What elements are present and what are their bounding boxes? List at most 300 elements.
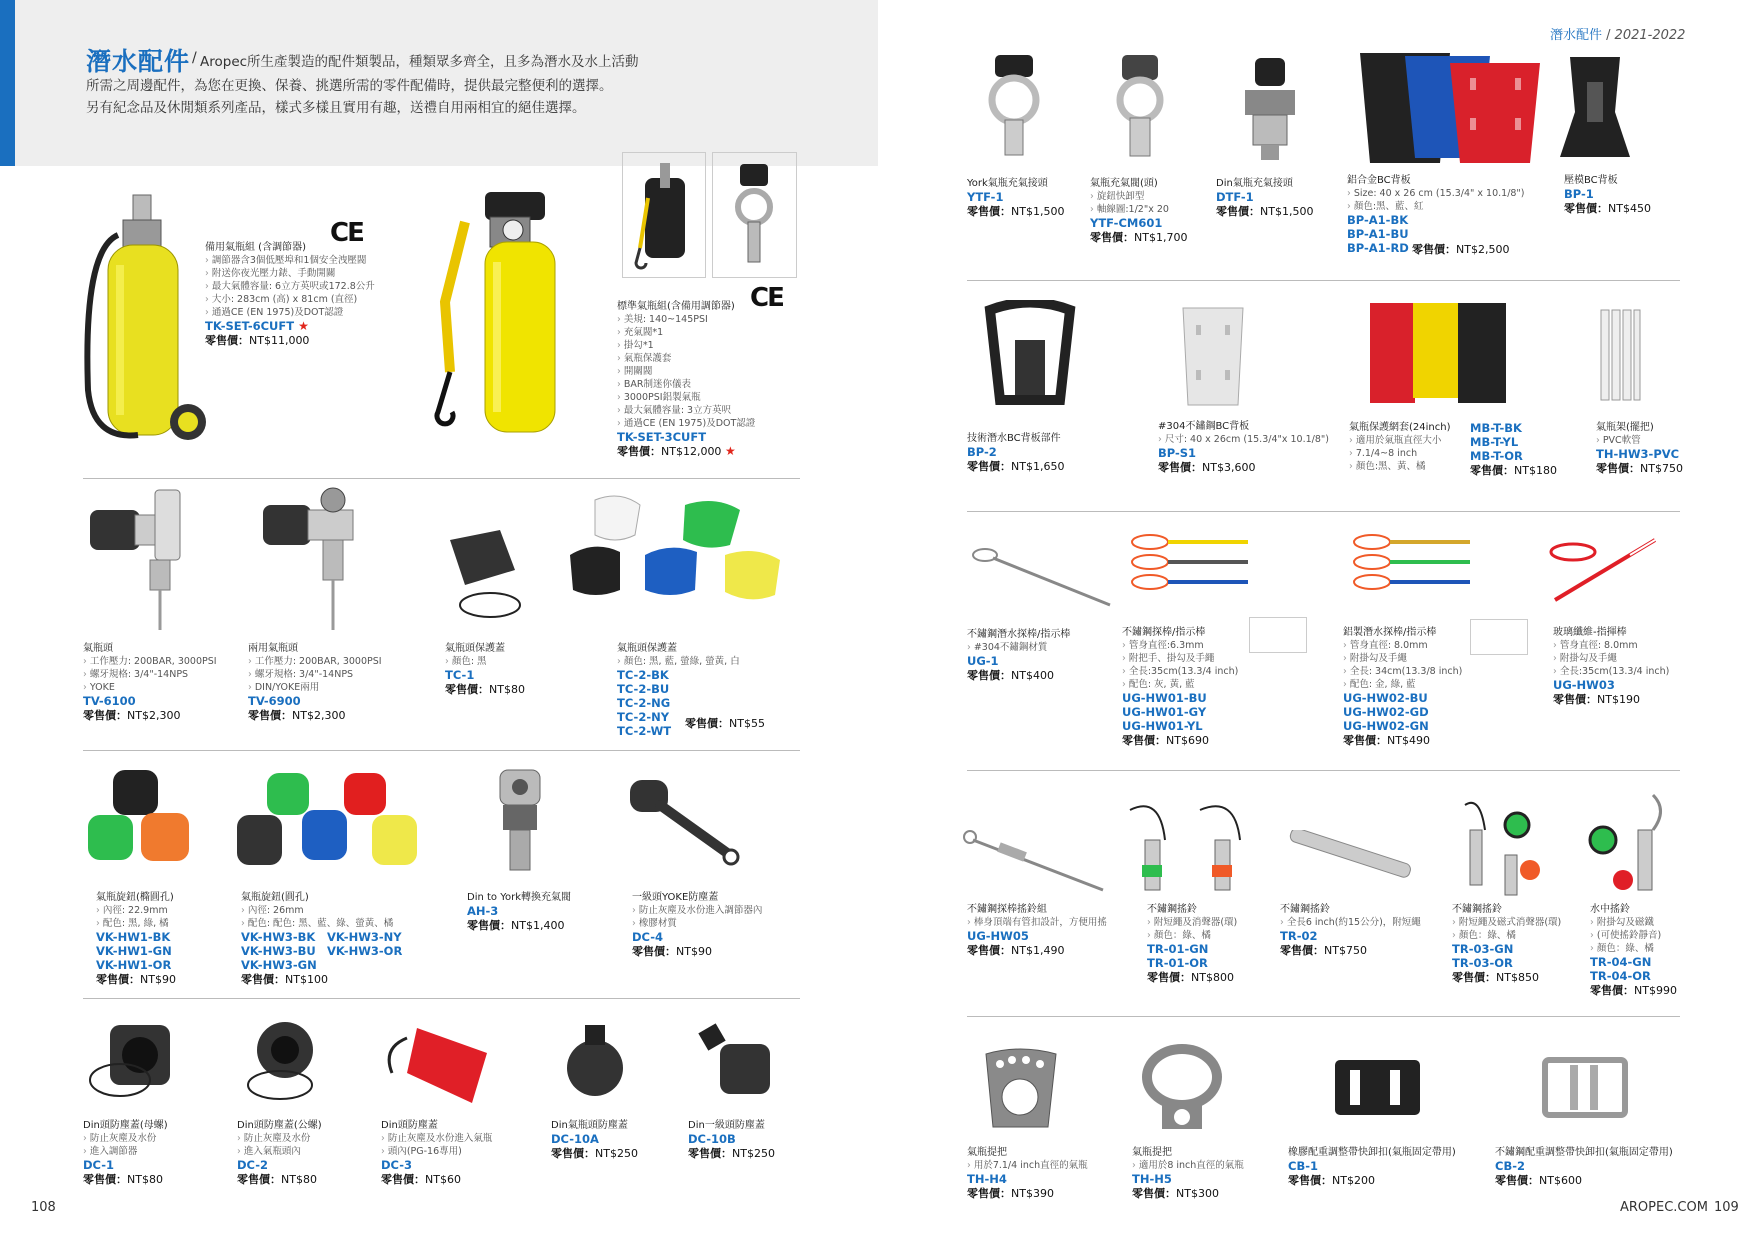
product-mb-t — [1349, 421, 1450, 473]
product-spec: › 橡膠材質 — [632, 917, 762, 930]
product-spec: › 附短繩及消聲器(環) — [1147, 916, 1237, 929]
product-spec: › 最大氣體容量: 3立方英呎 — [617, 404, 755, 417]
stainless-pointers-color-image — [1128, 530, 1253, 600]
product-name: 玻璃纖維-指揮棒 — [1553, 627, 1627, 638]
product-dc-4 — [632, 891, 762, 959]
product-th-h4 — [967, 1146, 1088, 1201]
product-spec: › 充氣閥*1 — [617, 326, 755, 339]
running-head-section: 潛水配件 — [1550, 28, 1603, 43]
product-spec: › #304不鏽鋼材質 — [967, 641, 1070, 654]
product-spec: › 防止灰塵及水份進入調節器內 — [632, 904, 762, 917]
molded-backplate-image — [1555, 52, 1635, 162]
product-code: BP-1 — [1564, 187, 1594, 201]
product-spec: › 通過CE (EN 1975)及DOT認證 — [617, 417, 755, 430]
product-spec: › 配色: 配色: 黑、藍、綠、螢黃、橘 — [241, 917, 393, 930]
product-code: UG-HW02-GD — [1343, 705, 1429, 719]
product-price: 零售價：NT$850 — [1452, 971, 1539, 984]
product-spec: › 3000PSI鋁製氣瓶 — [617, 391, 755, 404]
product-spec: › 開關閥 — [617, 365, 755, 378]
product-name: 氣瓶保護網套(24inch) — [1349, 422, 1451, 433]
product-spec: › 調節器含3個低壓埠和1個安全洩壓閥 — [205, 254, 375, 267]
product-spec: › 棒身頂端有管扣設計，方便用搖 — [967, 916, 1107, 929]
product-vk-hw3-codes-b — [327, 930, 402, 958]
product-spec: › 適用於氣瓶直徑大小 — [1349, 434, 1450, 447]
tank-holster-image — [630, 158, 700, 273]
product-price: 零售價：NT$180 — [1470, 464, 1557, 477]
product-price: 零售價：NT$400 — [967, 669, 1054, 682]
title-slash: / — [192, 50, 197, 66]
product-name: Din頭防塵蓋 — [381, 1120, 438, 1131]
product-name: Din氣瓶頭防塵蓋 — [551, 1120, 628, 1131]
image-frame — [1470, 619, 1528, 655]
aluminum-backplate-image — [1355, 48, 1545, 168]
product-spec: › 附掛勾及手繩 — [1553, 652, 1669, 665]
tank-handle-th-h4-image — [978, 1042, 1063, 1137]
product-bp-1 — [1564, 174, 1651, 216]
din-york-adapter-image — [485, 765, 555, 875]
product-price: 零售價：NT$390 — [967, 1187, 1054, 1200]
product-dc-2 — [237, 1119, 322, 1187]
product-code: VK-HW3-BK — [241, 930, 316, 944]
product-th-h5 — [1132, 1146, 1244, 1201]
product-code: CB-2 — [1495, 1159, 1525, 1173]
fill-valve-head-image — [1100, 50, 1180, 160]
product-tr-01 — [1147, 903, 1237, 985]
product-code: DC-10B — [688, 1132, 736, 1146]
yoke-dust-cap-image — [625, 775, 745, 875]
product-tc-2-price — [685, 716, 765, 731]
product-price: 零售價：NT$1,500 — [1216, 205, 1314, 218]
product-spec: › 進入調節器 — [83, 1145, 168, 1158]
product-code: VK-HW3-BU — [241, 944, 316, 958]
intro-line-3: 另有紀念品及休閒類系列產品，樣式多樣且實用有趣，送禮自用兩相宜的絕佳選擇。 — [86, 100, 586, 116]
product-code: BP-S1 — [1158, 446, 1197, 460]
product-price: 零售價：NT$80 — [237, 1173, 317, 1186]
product-price: 零售價：NT$990 — [1590, 984, 1677, 997]
product-spec: › 顏色:黑、藍、紅 — [1347, 200, 1525, 213]
product-spec: › 附把手、掛勾及手繩 — [1122, 652, 1238, 665]
product-name: 不鏽鋼配重調整帶快卸扣(氣瓶固定帶用) — [1495, 1147, 1673, 1158]
product-spec: › 防止灰塵及水份 — [83, 1132, 168, 1145]
product-code: TR-03-OR — [1452, 956, 1513, 970]
running-head-years: 2021-2022 — [1614, 28, 1686, 43]
product-code: UG-HW01-BU — [1122, 691, 1207, 705]
product-name: Din一級頭防塵蓋 — [688, 1120, 765, 1131]
product-name: 不鏽鋼搖鈴 — [1452, 904, 1502, 915]
product-code: DTF-1 — [1216, 190, 1254, 204]
product-name: 備用氣瓶組 (含調節器) — [205, 242, 306, 253]
spare-air-tank-3cuft-image — [425, 182, 585, 452]
product-spec: › 全長6 inch(約15公分)，附短繩 — [1280, 916, 1421, 929]
stainless-pointer-image — [965, 540, 1115, 610]
product-price: 零售價：NT$80 — [445, 683, 525, 696]
product-price: 零售價：NT$250 — [688, 1147, 775, 1160]
product-name: 壓模BC背板 — [1564, 175, 1618, 186]
product-code: AH-3 — [467, 904, 499, 918]
product-ug-1 — [967, 628, 1070, 683]
tank-valve-yoke-image — [85, 485, 215, 635]
product-code: BP-2 — [967, 445, 997, 459]
product-name: 兩用氣瓶頭 — [248, 643, 298, 654]
product-price: 零售價：NT$11,000 — [205, 334, 310, 347]
product-dc-10b — [688, 1119, 775, 1161]
intro-line-2: 所需之周邊配件，為您在更換、保養、挑選所需的零件配備時，提供最完整便利的選擇。 — [86, 78, 613, 94]
product-cb-1 — [1288, 1146, 1456, 1188]
product-code: BP-A1-RD — [1347, 241, 1409, 255]
valve-caps-colors-image — [565, 490, 805, 625]
product-code: BP-A1-BU — [1347, 227, 1409, 241]
tank-rack-image — [1598, 305, 1643, 405]
product-price: 零售價：NT$1,700 — [1090, 231, 1188, 244]
divider — [967, 511, 1680, 512]
product-code: TH-H5 — [1132, 1172, 1172, 1186]
din-dust-cap-female-image — [85, 1015, 185, 1110]
product-spec: › 顏色: 黑, 藍, 螢綠, 螢黃, 白 — [617, 655, 740, 668]
product-code: TK-SET-6CUFT ★ — [205, 319, 309, 333]
product-name: 氣瓶頭 — [83, 643, 113, 654]
product-bp-2 — [967, 432, 1064, 474]
product-spec: › 最大氣體容量: 6立方英呎或172.8公升 — [205, 280, 375, 293]
product-spec: › 防止灰塵及水份 — [237, 1132, 322, 1145]
valve-cap-black-image — [440, 520, 530, 620]
product-spec: › 旋鈕快卸型 — [1090, 190, 1187, 203]
product-code: DC-2 — [237, 1158, 269, 1172]
product-code: VK-HW3-GN — [241, 958, 317, 972]
product-price: 零售價：NT$60 — [381, 1173, 461, 1186]
product-spec: › 螺牙規格: 3/4"-14NPS — [83, 668, 217, 681]
product-name: 標準氣瓶組(含備用調節器) — [617, 301, 735, 312]
tech-bc-harness-image — [975, 300, 1085, 415]
site-url: AROPEC.COM — [1620, 1200, 1708, 1215]
product-code: TR-04-OR — [1590, 969, 1651, 983]
product-spec: › 7.1/4~8 inch — [1349, 447, 1450, 460]
product-code: TC-1 — [445, 668, 475, 682]
fill-adapter-image — [722, 162, 787, 272]
product-spec: › BAR制迷你儀表 — [617, 378, 755, 391]
product-price: 零售價：NT$2,500 — [1412, 243, 1510, 256]
product-name: Din頭防塵蓋(母螺) — [83, 1120, 168, 1131]
product-code: DC-1 — [83, 1158, 115, 1172]
product-spec: › 全長:35cm(13.3/4 inch) — [1553, 665, 1669, 678]
underwater-rattle-image — [1583, 790, 1673, 900]
product-price: 零售價：NT$12,000 ★ — [617, 444, 736, 458]
product-code: UG-1 — [967, 654, 999, 668]
product-spec: › 美規: 140~145PSI — [617, 313, 755, 326]
header-accent-bar — [0, 0, 15, 166]
product-name: 氣瓶提把 — [1132, 1147, 1172, 1158]
product-code: TC-2-NG — [617, 696, 671, 710]
product-code: VK-HW1-OR — [96, 958, 172, 972]
fiberglass-baton-image — [1545, 530, 1660, 605]
product-name: 橡膠配重調整帶快卸扣(氣瓶固定帶用) — [1288, 1147, 1456, 1158]
knob-oval-image — [83, 765, 198, 875]
product-price: 零售價：NT$2,300 — [248, 709, 346, 722]
product-price: 零售價：NT$450 — [1564, 202, 1651, 215]
product-price: 零售價：NT$750 — [1596, 462, 1683, 475]
product-code: MB-T-BK — [1470, 421, 1522, 435]
product-price: 零售價：NT$300 — [1132, 1187, 1219, 1200]
star-icon: ★ — [298, 319, 309, 333]
din-dust-cap-male-image — [235, 1015, 335, 1110]
product-tk-set-6cuft — [205, 241, 375, 348]
product-spec: › 氣瓶保護套 — [617, 352, 755, 365]
product-code: UG-HW05 — [967, 929, 1029, 943]
product-name: 氣瓶旋鈕(圓孔) — [241, 892, 309, 903]
product-spec: › 配色: 金, 綠, 藍 — [1343, 678, 1462, 691]
product-code: YTF-1 — [967, 190, 1004, 204]
product-code: TV-6100 — [83, 694, 136, 708]
ce-mark: CE — [330, 218, 363, 248]
divider — [83, 750, 800, 751]
product-cb-2 — [1495, 1146, 1673, 1188]
product-spec: › 通過CE (EN 1975)及DOT認證 — [205, 306, 375, 319]
product-name: Din氣瓶充氣接頭 — [1216, 178, 1293, 189]
product-code: CB-1 — [1288, 1159, 1318, 1173]
product-spec: › 顏色：綠、橘 — [1147, 929, 1237, 942]
product-name: 氣瓶旋鈕(橢圓孔) — [96, 892, 174, 903]
page-number-left: 108 — [31, 1200, 56, 1215]
din-dust-cap-red-image — [377, 1018, 502, 1113]
product-code: TR-02 — [1280, 929, 1318, 943]
product-price: 零售價：NT$690 — [1122, 734, 1209, 747]
din-tank-dust-cap-image — [550, 1020, 635, 1110]
product-tr-03 — [1452, 903, 1561, 985]
product-name: 不鏽鋼探棒搖鈴組 — [967, 904, 1047, 915]
product-price: 零售價：NT$600 — [1495, 1174, 1582, 1187]
product-name: 不鏽鋼搖鈴 — [1280, 904, 1330, 915]
product-name: 不鏽鋼探棒/指示棒 — [1122, 627, 1206, 638]
product-dc-1 — [83, 1119, 168, 1187]
tank-handle-th-h5-image — [1140, 1042, 1225, 1137]
product-price: 零售價：NT$200 — [1288, 1174, 1375, 1187]
product-spec: › 附送你夜光壓力錶、手動開關 — [205, 267, 375, 280]
product-name: Din頭防塵蓋(公螺) — [237, 1120, 322, 1131]
divider — [967, 280, 1680, 281]
product-price: 零售價：NT$90 — [96, 973, 176, 986]
product-code: UG-HW02-BU — [1343, 691, 1428, 705]
product-price: 零售價：NT$190 — [1553, 693, 1640, 706]
product-code: DC-10A — [551, 1132, 599, 1146]
product-tr-04 — [1590, 903, 1677, 998]
product-spec: › DIN/YOKE兩用 — [248, 681, 382, 694]
product-name: York氣瓶充氣接頭 — [967, 178, 1048, 189]
image-frame — [1249, 617, 1307, 653]
product-bp-a1-price — [1412, 242, 1509, 257]
product-code: TV-6900 — [248, 694, 301, 708]
product-spec: › 全長: 34cm(13.3/8 inch) — [1343, 665, 1462, 678]
product-code: UG-HW01-YL — [1122, 719, 1203, 733]
tank-valve-din-yoke-image — [258, 485, 388, 635]
product-spec: › 管身直徑:6.3mm — [1122, 639, 1238, 652]
product-price: 零售價：NT$750 — [1280, 944, 1367, 957]
product-spec: › 適用於8 inch直徑的氣瓶 — [1132, 1159, 1244, 1172]
product-spec: › 大小: 283cm (高) x 81cm (直徑) — [205, 293, 375, 306]
product-name: Din to York轉換充氣閥 — [467, 892, 572, 903]
magnetic-rattles-image — [1455, 800, 1545, 900]
product-name: 水中搖鈴 — [1590, 904, 1630, 915]
product-code: UG-HW03 — [1553, 678, 1615, 692]
product-spec: › Size: 40 x 26 cm (15.3/4" x 10.1/8") — [1347, 187, 1525, 200]
product-price: 零售價：NT$100 — [241, 973, 328, 986]
product-ytf-cm601 — [1090, 177, 1187, 245]
product-spec: › 附掛勾及磁鐵 — [1590, 916, 1677, 929]
product-code: VK-HW3-OR — [327, 944, 403, 958]
divider — [83, 998, 800, 999]
product-name: 氣瓶頭保護蓋 — [617, 643, 677, 654]
product-code: VK-HW3-NY — [327, 930, 402, 944]
stainless-rattle-tube-image — [1283, 830, 1423, 900]
product-spec: › 配色: 灰, 黃, 藍 — [1122, 678, 1238, 691]
product-spec: › 附短繩及磁式消聲器(環) — [1452, 916, 1561, 929]
product-name: 氣瓶提把 — [967, 1147, 1007, 1158]
product-spec: › YOKE — [83, 681, 217, 694]
product-price: 零售價：NT$55 — [685, 717, 765, 730]
product-name: 鋁合金BC背板 — [1347, 175, 1411, 186]
product-code: TK-SET-3CUFT — [617, 430, 707, 444]
product-price: 零售價：NT$80 — [83, 1173, 163, 1186]
product-code: TH-HW3-PVC — [1596, 447, 1680, 461]
running-head — [1550, 24, 1685, 43]
product-tr-02 — [1280, 903, 1421, 958]
product-name: 不鏽鋼潛水探棒/指示棒 — [967, 629, 1071, 640]
product-spec: › 顏色:黑、黃、橘 — [1349, 460, 1450, 473]
product-code: TR-04-GN — [1590, 955, 1652, 969]
divider — [83, 478, 800, 479]
product-spec: › 防止灰塵及水份進入氣瓶 — [381, 1132, 492, 1145]
divider — [967, 1016, 1680, 1017]
product-price: 零售價：NT$2,300 — [83, 709, 181, 722]
product-spec: › 顏色: 黑 — [445, 655, 525, 668]
product-spec: › 進入氣瓶頭內 — [237, 1145, 322, 1158]
stainless-buckle-image — [1540, 1055, 1630, 1120]
product-spec: › 顏色：綠、橘 — [1452, 929, 1561, 942]
din-fill-adapter-image — [1235, 55, 1305, 165]
product-spec: › 配色: 黑, 綠, 橘 — [96, 917, 176, 930]
footer-right — [1620, 1200, 1739, 1215]
product-tk-set-3cuft — [617, 300, 755, 459]
product-dc-10a — [551, 1119, 638, 1161]
product-spec: › 工作壓力: 200BAR, 3000PSI — [83, 655, 217, 668]
product-price: 零售價：NT$490 — [1343, 734, 1430, 747]
product-dtf-1 — [1216, 177, 1313, 219]
product-spec: › 用於7.1/4 inch直徑的氣瓶 — [967, 1159, 1088, 1172]
star-icon: ★ — [724, 444, 736, 458]
york-fill-adapter-image — [975, 50, 1055, 160]
product-ug-hw01 — [1122, 626, 1238, 748]
product-name: 技術潛水BC背板部件 — [967, 433, 1061, 444]
din-first-stage-cap-image — [692, 1022, 782, 1112]
divider — [967, 770, 1680, 771]
product-spec: › 軸線圖:1/2"x 20 — [1090, 203, 1187, 216]
product-code: TC-2-BU — [617, 682, 670, 696]
product-code: DC-3 — [381, 1158, 413, 1172]
tank-net-bags-image — [1365, 298, 1510, 408]
product-code: TR-01-OR — [1147, 956, 1208, 970]
product-name: 不鏽鋼搖鈴 — [1147, 904, 1197, 915]
stainless-backplate-image — [1178, 305, 1248, 410]
product-price: 零售價：NT$90 — [632, 945, 712, 958]
product-spec: › 附掛勾及手繩 — [1343, 652, 1462, 665]
product-code: DC-4 — [632, 930, 664, 944]
product-tc-1 — [445, 642, 525, 697]
product-spec: › 全長:35cm(13.3/4 inch) — [1122, 665, 1238, 678]
product-dc-3 — [381, 1119, 492, 1187]
product-spec: › 管身直徑: 8.0mm — [1343, 639, 1462, 652]
product-code: TH-H4 — [967, 1172, 1007, 1186]
product-code: MB-T-YL — [1470, 435, 1519, 449]
intro-line-1: Aropec所生產製造的配件類製品，種類眾多齊全，且多為潛水及水上活動 — [200, 54, 639, 70]
product-code: UG-HW02-GN — [1343, 719, 1429, 733]
product-spec: › 頭內(PG-16專用) — [381, 1145, 492, 1158]
product-spec: › 內徑: 26mm — [241, 904, 393, 917]
product-spec: › 螺牙規格: 3/4"-14NPS — [248, 668, 382, 681]
product-ug-hw03 — [1553, 626, 1669, 707]
product-code: TR-03-GN — [1452, 942, 1514, 956]
product-name: 一級頭YOKE防塵蓋 — [632, 892, 719, 903]
product-vk-hw1 — [96, 891, 176, 987]
aluminum-pointers-image — [1350, 530, 1475, 600]
product-price: 零售價：NT$250 — [551, 1147, 638, 1160]
product-name: #304不鏽鋼BC背板 — [1158, 421, 1250, 432]
product-price: 零售價：NT$800 — [1147, 971, 1234, 984]
spare-air-tank-6cuft-image — [78, 190, 208, 450]
product-code: TC-2-BK — [617, 668, 669, 682]
knob-round-image — [232, 765, 432, 880]
product-mb-t-codes — [1470, 421, 1557, 478]
product-name: 氣瓶充氣閥(頭) — [1090, 178, 1158, 189]
product-ug-hw05 — [967, 903, 1107, 958]
product-code: VK-HW1-GN — [96, 944, 172, 958]
product-tv-6100 — [83, 642, 217, 723]
product-code: TR-01-GN — [1147, 942, 1209, 956]
product-price: 零售價：NT$1,650 — [967, 460, 1065, 473]
page-number-right: 109 — [1713, 1200, 1739, 1215]
product-code: BP-A1-BK — [1347, 213, 1409, 227]
product-ug-hw02 — [1343, 626, 1462, 748]
product-spec: › (可使搖鈴靜音) — [1590, 929, 1677, 942]
product-name: 氣瓶頭保護蓋 — [445, 643, 505, 654]
product-spec: › 內徑: 22.9mm — [96, 904, 176, 917]
page-title: 潛水配件 — [86, 47, 191, 76]
product-th-hw3-pvc — [1596, 421, 1683, 476]
product-spec: › 工作壓力: 200BAR, 3000PSI — [248, 655, 382, 668]
product-ah-3 — [467, 891, 571, 933]
stainless-rattles-image — [1120, 800, 1260, 900]
product-price: 零售價：NT$1,490 — [967, 944, 1065, 957]
product-tv-6900 — [248, 642, 382, 723]
product-spec: › 管身直徑: 8.0mm — [1553, 639, 1669, 652]
product-code: YTF-CM601 — [1090, 216, 1163, 230]
product-bp-s1 — [1158, 420, 1329, 475]
product-name: 鋁製潛水探棒/指示棒 — [1343, 627, 1437, 638]
rubber-buckle-image — [1330, 1055, 1425, 1120]
product-price: 零售價：NT$3,600 — [1158, 461, 1256, 474]
ce-mark: CE — [750, 283, 783, 313]
running-head-slash: / — [1606, 28, 1611, 43]
product-code: VK-HW1-BK — [96, 930, 171, 944]
product-name: 氣瓶架(擺把) — [1596, 422, 1654, 433]
product-code: MB-T-OR — [1470, 449, 1523, 463]
product-code: TC-2-NY — [617, 710, 670, 724]
pointer-rattle-set-image — [958, 825, 1108, 895]
product-price: 零售價：NT$1,500 — [967, 205, 1065, 218]
product-spec: › 顏色：綠、橘 — [1590, 942, 1677, 955]
product-spec: › 掛勾*1 — [617, 339, 755, 352]
product-spec: › 尺寸: 40 x 26cm (15.3/4"x 10.1/8") — [1158, 433, 1329, 446]
product-price: 零售價：NT$1,400 — [467, 919, 565, 932]
product-code: UG-HW01-GY — [1122, 705, 1207, 719]
product-code: TC-2-WT — [617, 724, 672, 738]
